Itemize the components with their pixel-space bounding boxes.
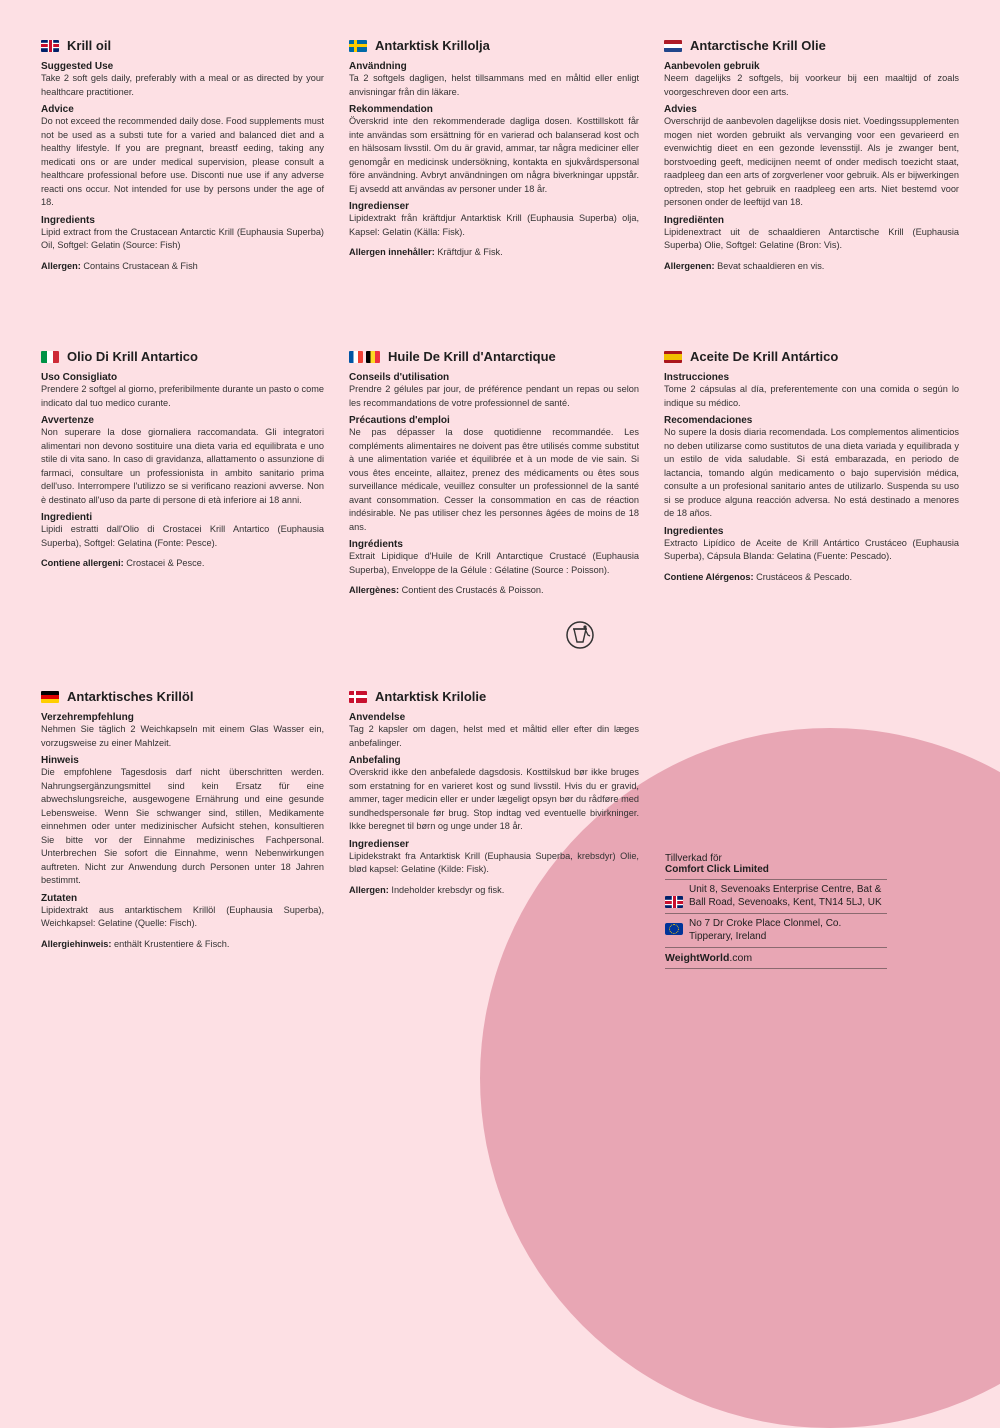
- divider: [665, 968, 887, 969]
- made-for-label: Tillverkad för: [665, 853, 722, 864]
- ie-address-row: [665, 918, 887, 943]
- divider: [665, 879, 887, 880]
- use-heading: Suggested Use: [41, 61, 114, 72]
- eu-flag-icon: [665, 923, 683, 935]
- ingredients-text: Lipidextrakt aus antarktischem Krillöl (Euphausia Superba), Weichkapsel: Gelatine (Quelle: Fisch).: [41, 904, 324, 928]
- flag-pair: [349, 351, 380, 363]
- advice-text: Ne pas dépasser la dose quotidienne recommandée. Les compléments alimentaires ne doivent pas être utilisés comme substitut à une alimentation variée et équilibrée et à un mode de vie sain. Si vous êtes enceinte, allaitez, prenez des médicaments ou êtes sous surveillance médicale, veuillez consulter un professionnel de la santé avant consommation. Cesser la consommation en cas de réaction indésirable. Ne pas utiliser chez les personnes âgées de moins de 18 ans.: [349, 427, 639, 532]
- use-heading: Verzehrempfehlung: [41, 712, 134, 723]
- advice-heading: Advies: [664, 104, 697, 115]
- website[interactable]: [665, 952, 887, 964]
- ingredients-heading: Ingrediënten: [664, 214, 725, 226]
- section-dutch: [664, 38, 959, 271]
- allergen-text: Contains Crustacean & Fish: [83, 260, 198, 271]
- allergen-label: Allergen innehåller:: [349, 247, 435, 257]
- allergen-label: Allergiehinweis:: [41, 938, 112, 949]
- allergen-line: [664, 261, 959, 271]
- advice-heading: Anbefaling: [349, 755, 401, 766]
- section-title: Antarctische Krill Olie: [690, 38, 826, 53]
- section-title: Olio Di Krill Antartico: [67, 349, 198, 364]
- germany-flag-icon: [41, 691, 59, 703]
- manufacturer-block: [665, 853, 887, 973]
- italy-flag-icon: [41, 351, 59, 363]
- allergen-text: Crostacei & Pesce.: [126, 558, 205, 568]
- advice-heading: Rekommendation: [349, 104, 433, 115]
- allergen-line: [349, 585, 639, 595]
- website-bold: WeightWorld: [665, 952, 730, 964]
- ingredients-text: Lipidi estratti dall'Olio di Crostacei Krill Antartico (Euphausia Superba), Softgel: Gelatina (Fonte: Pesce).: [41, 524, 324, 548]
- use-heading: Conseils d'utilisation: [349, 372, 450, 383]
- allergen-label: Contiene allergeni:: [41, 558, 124, 568]
- allergen-label: Allergenen:: [664, 260, 715, 271]
- allergen-text: Contient des Crustacés & Poisson.: [401, 585, 544, 595]
- ingredients-heading: Ingredienser: [349, 201, 410, 212]
- recycle-bin-icon: [565, 620, 595, 650]
- ingredients-heading: Ingrédients: [349, 539, 403, 550]
- section-danish: [349, 689, 639, 895]
- section-title: Aceite De Krill Antártico: [690, 349, 839, 364]
- ingredients-heading: Zutaten: [41, 892, 78, 904]
- advice-heading: Précautions d'emploi: [349, 415, 450, 426]
- uk-flag-icon: [41, 40, 59, 52]
- ingredients-text: Lipidenextract uit de schaaldieren Antarctische Krill (Euphausia Superba) Olie, Softgel: Gelatine (Bron: Vis).: [664, 226, 959, 250]
- section-german: [41, 689, 324, 949]
- use-text: Tag 2 kapsler om dagen, helst med et måltid eller efter din læges anbefalinger.: [349, 724, 639, 748]
- belgium-flag-icon: [366, 351, 380, 363]
- france-flag-icon: [349, 351, 363, 363]
- use-text: Tome 2 cápsulas al día, preferentemente con una comida o según lo indique su médico.: [664, 384, 959, 408]
- section-english: [41, 38, 324, 271]
- allergen-line: [41, 261, 324, 271]
- uk-flag-icon: [665, 896, 683, 908]
- allergen-label: Allergènes:: [349, 585, 400, 595]
- use-heading: Anvendelse: [349, 712, 406, 723]
- ingredients-text: Extracto Lipídico de Aceite de Krill Antártico Crustáceo (Euphausia Superba), Cápsula Blanda: Gelatina (Fuente: Pescado).: [664, 537, 959, 561]
- section-italian: [41, 349, 324, 568]
- denmark-flag-icon: [349, 691, 367, 703]
- allergen-line: [349, 885, 639, 895]
- advice-heading: Advice: [41, 104, 74, 115]
- use-heading: Användning: [349, 61, 407, 72]
- allergen-text: Kräftdjur & Fisk.: [437, 247, 503, 257]
- allergen-text: Indeholder krebsdyr og fisk.: [391, 884, 505, 895]
- allergen-line: [41, 558, 324, 568]
- use-heading: Uso Consigliato: [41, 372, 118, 383]
- use-heading: Aanbevolen gebruik: [664, 61, 760, 72]
- advice-heading: Hinweis: [41, 755, 79, 766]
- use-text: Neem dagelijks 2 softgels, bij voorkeur bij een maaltijd of zoals voorgeschreven door een arts.: [664, 73, 959, 97]
- divider: [665, 913, 887, 914]
- allergen-text: enthält Krustentiere & Fisch.: [114, 938, 230, 949]
- allergen-text: Bevat schaaldieren en vis.: [717, 260, 825, 271]
- allergen-line: [664, 572, 959, 582]
- section-title: Antarktisk Krilolie: [375, 689, 487, 704]
- ingredients-text: Lipidextrakt från kräftdjur Antarktisk Krill (Euphausia Superba) olja, Kapsel: Gelatin (Källa: Fisk).: [349, 213, 639, 237]
- sweden-flag-icon: [349, 40, 367, 52]
- use-text: Prendre 2 gélules par jour, de préférence pendant un repas ou selon les recommandations de votre professionnel de santé.: [349, 384, 639, 408]
- company-name: Comfort Click Limited: [665, 864, 769, 875]
- section-title: Antarktisk Krillolja: [375, 38, 490, 53]
- ingredients-text: Lipid extract from the Crustacean Antarctic Krill (Euphausia Superba) Oil, Softgel: Gelatin (Source: Fish): [41, 226, 324, 250]
- ingredients-heading: Ingredients: [41, 214, 95, 226]
- section-title: Antarktisches Krillöl: [67, 689, 194, 704]
- advice-text: Do not exceed the recommended daily dose. Food supplements must not be used as a substi tute for a varied and balanced diet and a healthy lifestyle. If you are pregnant, breastf eeding, taking any medicati ons or are under medical supervision, please consult a healthcare professional before use. Disconti nue use if any adverse reacti ons occur. Not intended for use by persons under the age of 18.: [41, 116, 324, 207]
- allergen-label: Contiene Alérgenos:: [664, 571, 754, 582]
- use-text: Ta 2 softgels dagligen, helst tillsammans med en måltid eller enligt anvisningar från din läkare.: [349, 73, 639, 97]
- advice-heading: Recomendaciones: [664, 415, 753, 426]
- spain-flag-icon: [664, 351, 682, 363]
- advice-text: Overschrijd de aanbevolen dagelijkse dosis niet. Voedingssupplementen mogen niet worden gebruikt als vervanging voor een gevarieerd en evenwichtig dieet en een gezonde levensstijl. Als je zwanger bent, borstvoeding geeft, medicijnen neemt of onder medisch toezicht staat, raadpleeg dan een arts of zorgverlener voor gebruik. Als er bijwerkingen optreden, stop het gebruik en raadpleeg een arts. Niet bestemd voor personen onder de leeftijd van 18.: [664, 116, 959, 207]
- section-spanish: [664, 349, 959, 582]
- section-french: [349, 349, 639, 595]
- use-text: Take 2 soft gels daily, preferably with a meal or as directed by your healthcare practitioner.: [41, 73, 324, 97]
- divider: [665, 947, 887, 948]
- website-rest: .com: [729, 952, 753, 964]
- ingredients-text: Extrait Lipidique d'Huile de Krill Antarctique Crustacé (Euphausia Superba), Enveloppe de la Gélule : Gélatine (Source : Poisson).: [349, 551, 639, 575]
- section-title: Huile De Krill d'Antarctique: [388, 349, 556, 364]
- uk-address: Unit 8, Sevenoaks Enterprise Centre, Bat & Ball Road, Sevenoaks, Kent, TN14 5LJ, UK: [689, 884, 882, 908]
- allergen-label: Allergen:: [349, 884, 389, 895]
- ingredients-text: Lipidekstrakt fra Antarktisk Krill (Euphausia Superba, krebsdyr) Olie, blød kapsel: Gelatine (Kilde: Fisk).: [349, 850, 639, 874]
- advice-text: Överskrid inte den rekommenderade dagliga dosen. Kosttillskott får inte användas som ersättning för en varierad och balanserad kost och en hälsosam livsstil. Om du är gravid, ammar, tar några mediciner eller genomgår en medicinsk undersökning, kontakta en sjukvårdspersonal före användning. Avbryt användningen om några biverkningar uppstår. Ej avsedd att användas av personer under 18 år.: [349, 116, 639, 194]
- allergen-line: [41, 939, 324, 949]
- netherlands-flag-icon: [664, 40, 682, 52]
- advice-text: Overskrid ikke den anbefalede dagsdosis. Kosttilskud bør ikke bruges som erstatning for en varieret kost og sund livsstil. Hvis du er gravid, ammer, tager medicin eller er under lægeligt opsyn bør du rådføre med sundhedspersonale før brug. Stop indtag ved eventuelle bivirkninger. Ikke beregnet til børn og unge under 18 år.: [349, 767, 639, 831]
- allergen-text: Crustáceos & Pescado.: [756, 571, 853, 582]
- section-swedish: [349, 38, 639, 257]
- ie-address: No 7 Dr Croke Place Clonmel, Co. Tipperary, Ireland: [689, 918, 842, 942]
- advice-text: No supere la dosis diaria recomendada. Los complementos alimenticios no deben utilizarse como sustitutos de una dieta variada y equilibrada y un estilo de vida saludable. Si está embarazada, en periodo de lactancia, tomando algún medicamento o bajo supervisión médica, consulte a un profesional sanitario antes de utilizarlo. Suspenda su uso si se produce alguna reacción adversa. No está destinado a menores de 18 años.: [664, 427, 959, 518]
- section-title: Krill oil: [67, 38, 112, 53]
- ingredients-heading: Ingredientes: [664, 525, 724, 537]
- ingredients-heading: Ingredienser: [349, 838, 410, 850]
- use-text: Nehmen Sie täglich 2 Weichkapseln mit einem Glas Wasser ein, vorzugsweise zu einer Mahlzeit.: [41, 724, 324, 748]
- allergen-line: [349, 247, 639, 257]
- advice-text: Die empfohlene Tagesdosis darf nicht überschritten werden. Nahrungsergänzungsmittel sind kein Ersatz für eine abwechslungsreiche, ausgewogene Ernährung und eine gesunde Lebensweise. Wenn Sie schwanger sind, stillen, Medikamente einnehmen oder unter medizinischer Aufsicht stehen, konsultieren Sie bitte vor der Einnahme medizinisches Fachpersonal. Unterbrechen Sie sofort die Einnahme, wenn Nebenwirkungen auftreten. Nicht zur Anwendung durch Personen unter 18 Jahren bestimmt.: [41, 767, 324, 885]
- advice-heading: Avvertenze: [41, 415, 94, 426]
- use-text: Prendere 2 softgel al giorno, preferibilmente durante un pasto o come indicato dal tuo medico curante.: [41, 384, 324, 408]
- use-heading: Instrucciones: [664, 372, 730, 383]
- ingredients-heading: Ingredienti: [41, 512, 93, 523]
- uk-address-row: [665, 884, 887, 909]
- advice-text: Non superare la dose giornaliera raccomandata. Gli integratori alimentari non devono sostituire una dieta varia ed equilibrata e uno stile di vita sano. In caso di gravidanza, allattamento o assunzione di farmaci, consultare un professionista in ambito sanitario prima dell'uso. Interrompere l'utilizzo se si verificano reazioni avverse. Non è destinato all'uso da parte di persone di età inferiore ai 18 anni.: [41, 427, 324, 505]
- allergen-label: Allergen:: [41, 260, 81, 271]
